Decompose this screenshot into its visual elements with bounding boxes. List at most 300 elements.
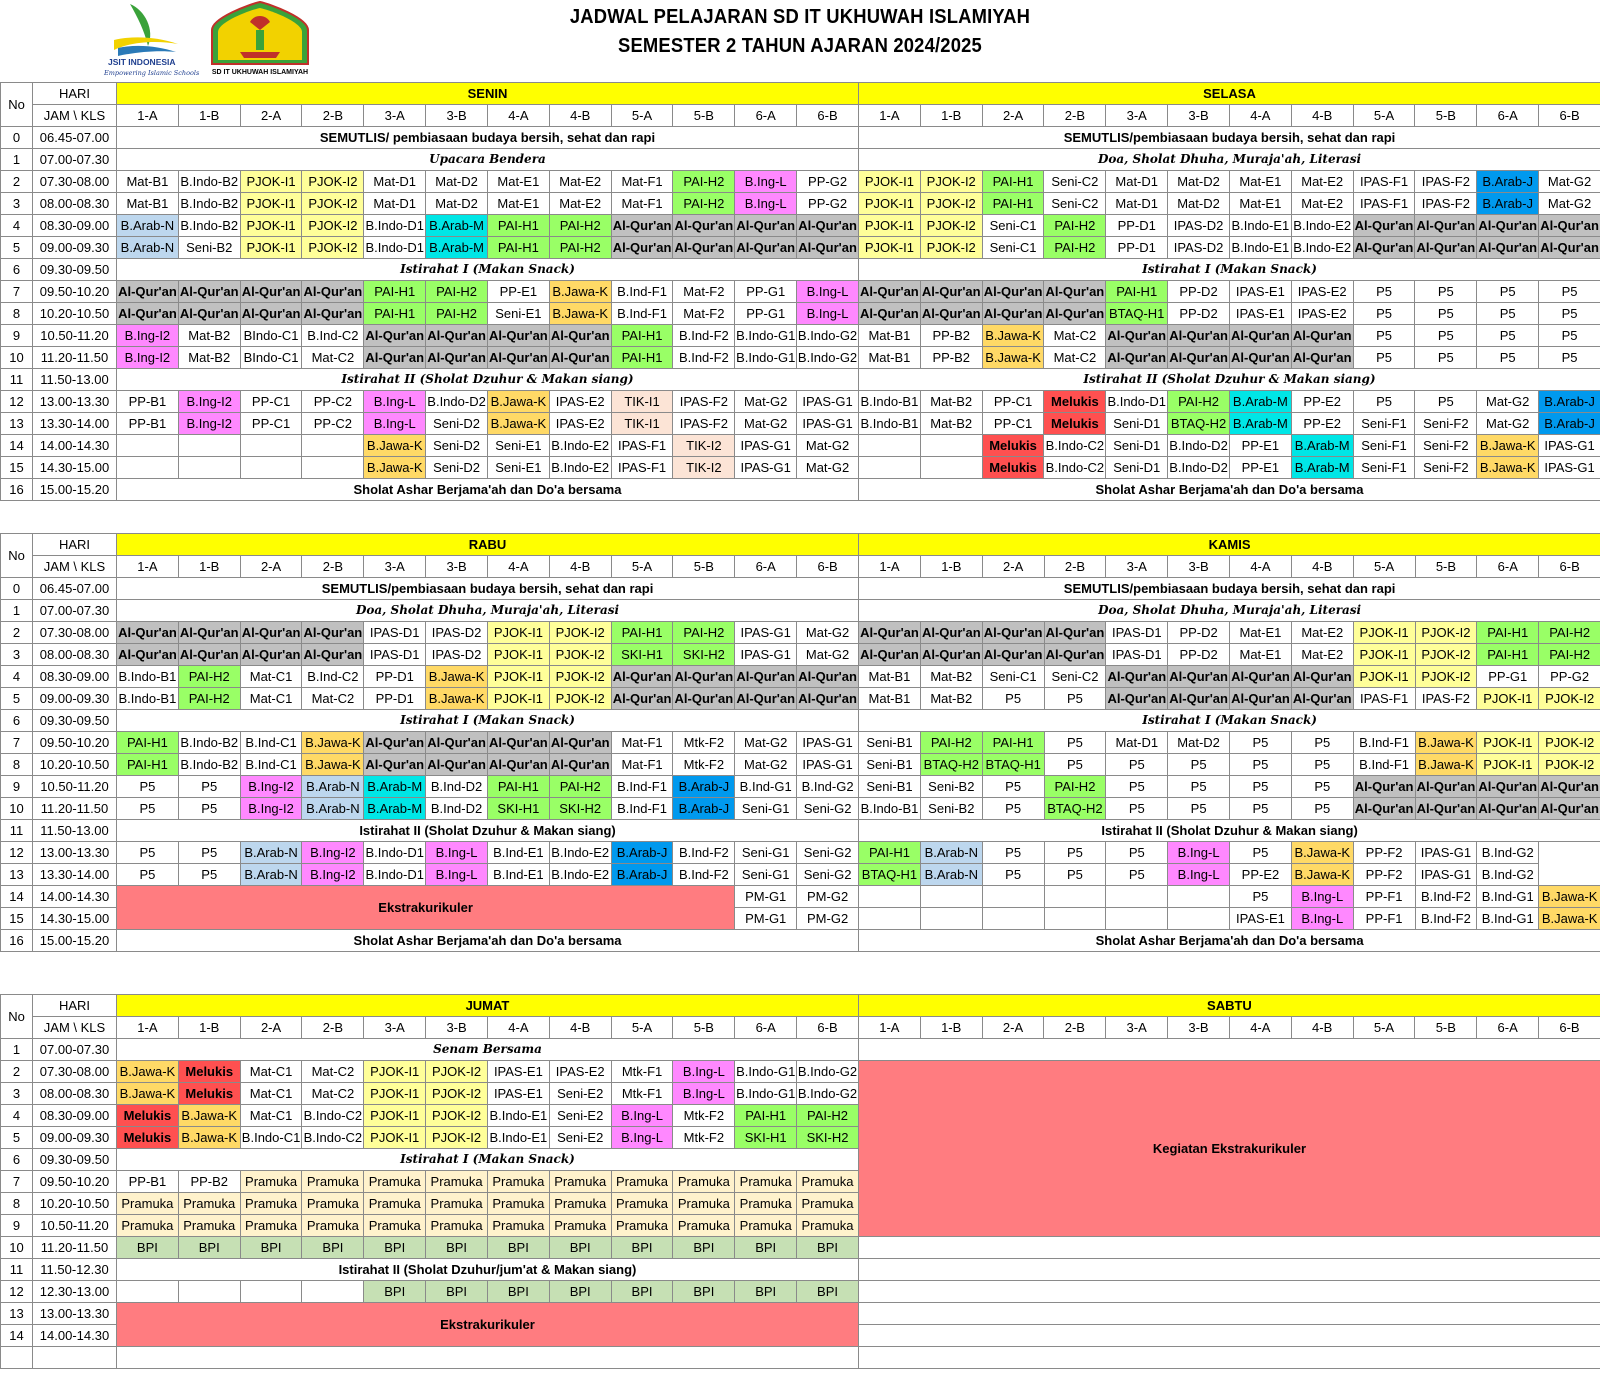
- schedule-cell: B.Ind-F2: [673, 325, 735, 347]
- schedule-cell: PJOK-I1: [858, 237, 920, 259]
- class-header: 4-B: [1291, 556, 1353, 578]
- schedule-cell: Seni-F1: [1353, 413, 1415, 435]
- schedule-cell: IPAS-G1: [1539, 457, 1600, 479]
- schedule-cell: B.Ing-I2: [240, 776, 302, 798]
- schedule-cell: Al-Qur'an: [920, 281, 982, 303]
- schedule-cell: P5: [1477, 303, 1539, 325]
- activity-row: Istirahat II (Sholat Dzuhur/jum'at & Makan siang): [117, 1259, 859, 1281]
- schedule-cell: PJOK-I1: [487, 644, 549, 666]
- schedule-cell: Al-Qur'an: [364, 732, 426, 754]
- class-header: 4-B: [1291, 1017, 1353, 1039]
- row-time: 09.50-10.20: [33, 1171, 117, 1193]
- row-no: 12: [1, 1281, 33, 1303]
- schedule-block-jumat: [0, 994, 1600, 1369]
- schedule-cell: P5: [1168, 776, 1230, 798]
- schedule-cell: Seni-B1: [859, 776, 921, 798]
- schedule-cell: BPI: [549, 1281, 611, 1303]
- schedule-cell: Pramuka: [117, 1215, 179, 1237]
- row-no: 1: [1, 1039, 33, 1061]
- blank-row: [117, 1347, 859, 1369]
- schedule-cell: Mat-C2: [302, 1083, 364, 1105]
- class-header: 5-A: [1353, 105, 1415, 127]
- schedule-cell: PAI-H2: [673, 171, 735, 193]
- schedule-cell: [859, 886, 921, 908]
- class-header: 2-A: [240, 1017, 302, 1039]
- schedule-cell: Seni-E1: [487, 457, 549, 479]
- class-header: 5-B: [673, 556, 735, 578]
- schedule-cell: B.Indo-E2: [549, 435, 611, 457]
- schedule-cell: Al-Qur'an: [1106, 666, 1168, 688]
- schedule-cell: Al-Qur'an: [1477, 776, 1539, 798]
- class-header: 6-B: [797, 105, 859, 127]
- class-header: 4-A: [487, 1017, 549, 1039]
- schedule-cell: PJOK-I1: [240, 193, 302, 215]
- schedule-cell: PJOK-I1: [858, 215, 920, 237]
- schedule-cell: Al-Qur'an: [797, 688, 859, 710]
- schedule-cell: Al-Qur'an: [1539, 798, 1600, 820]
- schedule-cell: B.Arab-N: [302, 798, 364, 820]
- schedule-cell: Al-Qur'an: [1353, 798, 1415, 820]
- schedule-cell: B.Indo-B2: [178, 754, 240, 776]
- schedule-cell: Pramuka: [178, 1193, 240, 1215]
- schedule-cell: B.Ing-L: [611, 1127, 673, 1149]
- row-time: 13.00-13.30: [33, 842, 117, 864]
- row-time: 10.50-11.20: [33, 325, 117, 347]
- class-header: 6-A: [1477, 556, 1539, 578]
- schedule-cell: B.Ing-L: [673, 1083, 735, 1105]
- schedule-cell: Al-Qur'an: [1106, 347, 1168, 369]
- schedule-cell: B.Arab-N: [920, 842, 982, 864]
- schedule-cell: BTAQ-H1: [982, 754, 1044, 776]
- row-no: [1, 1347, 33, 1369]
- activity-row: Istirahat II (Sholat Dzuhur & Makan siang): [117, 369, 859, 391]
- schedule-cell: B.Indo-E2: [1291, 237, 1353, 259]
- schedule-cell: PAI-H1: [487, 237, 549, 259]
- row-no: 2: [1, 171, 33, 193]
- schedule-cell: Al-Qur'an: [426, 325, 488, 347]
- class-header: 4-B: [1291, 105, 1353, 127]
- schedule-cell: B.Arab-M: [364, 776, 426, 798]
- schedule-cell: PJOK-I1: [364, 1105, 426, 1127]
- class-header: 4-A: [487, 105, 549, 127]
- schedule-cell: Al-Qur'an: [117, 303, 179, 325]
- row-no: 7: [1, 1171, 33, 1193]
- schedule-cell: [178, 1281, 240, 1303]
- row-no: 0: [1, 578, 33, 600]
- svg-text:Empowering Islamic Schools: Empowering Islamic Schools: [104, 69, 200, 77]
- row-no: 5: [1, 237, 33, 259]
- schedule-cell: B.Arab-M: [1229, 413, 1291, 435]
- schedule-cell: B.Jawa-K: [426, 666, 488, 688]
- schedule-cell: Al-Qur'an: [982, 281, 1044, 303]
- schedule-cell: PAI-H1: [364, 281, 426, 303]
- schedule-cell: IPAS-D1: [364, 644, 426, 666]
- schedule-cell: Mat-G2: [735, 413, 797, 435]
- schedule-cell: B.Indo-G1: [735, 347, 797, 369]
- schedule-cell: Mat-C1: [240, 666, 302, 688]
- schedule-cell: Mat-E1: [1230, 644, 1292, 666]
- table-row: [1, 193, 1600, 215]
- table-row: [1, 600, 1600, 622]
- schedule-cell: Pramuka: [611, 1171, 673, 1193]
- schedule-cell: B.Jawa-K: [426, 688, 488, 710]
- schedule-cell: B.Arab-J: [611, 842, 673, 864]
- schedule-cell: B.Ing-L: [1168, 842, 1230, 864]
- schedule-cell: Pramuka: [673, 1171, 735, 1193]
- schedule-cell: B.Ing-L: [426, 864, 488, 886]
- schedule-cell: PP-E1: [1229, 457, 1291, 479]
- schedule-cell: [858, 435, 920, 457]
- schedule-cell: Mat-B1: [117, 193, 179, 215]
- schedule-cell: Seni-D2: [426, 457, 488, 479]
- schedule-cell: PP-D1: [1106, 215, 1168, 237]
- schedule-cell: P5: [117, 842, 179, 864]
- schedule-cell: IPAS-D1: [1106, 644, 1168, 666]
- schedule-cell: Seni-B2: [920, 776, 982, 798]
- table-row: [1, 1061, 1600, 1083]
- schedule-cell: B.Jawa-K: [1291, 842, 1353, 864]
- class-header: 5-B: [673, 1017, 735, 1039]
- schedule-cell: PJOK-I1: [1477, 688, 1539, 710]
- schedule-cell: PP-D1: [1106, 237, 1168, 259]
- schedule-cell: BPI: [549, 1237, 611, 1259]
- schedule-cell: P5: [1106, 842, 1168, 864]
- row-time: 10.20-10.50: [33, 303, 117, 325]
- schedule-cell: Al-Qur'an: [859, 644, 921, 666]
- table-row: [1, 578, 1600, 600]
- class-header: 1-A: [117, 1017, 179, 1039]
- schedule-cell: BPI: [302, 1237, 364, 1259]
- row-time: 08.30-09.00: [33, 1105, 117, 1127]
- schedule-cell: B.Ing-I2: [117, 347, 179, 369]
- schedule-cell: Al-Qur'an: [302, 622, 364, 644]
- schedule-cell: BPI: [611, 1281, 673, 1303]
- table-row: [1, 127, 1600, 149]
- schedule-cell: B.Indo-G2: [797, 1061, 859, 1083]
- page-subtitle: SEMESTER 2 TAHUN AJARAN 2024/2025: [618, 35, 982, 57]
- jsit-logo-icon: [100, 0, 330, 80]
- table-row: [1, 930, 1600, 952]
- class-header: 2-B: [1044, 1017, 1106, 1039]
- schedule-cell: B.Arab-N: [920, 864, 982, 886]
- schedule-cell: Al-Qur'an: [1106, 325, 1168, 347]
- schedule-cell: Al-Qur'an: [117, 644, 179, 666]
- class-header: 2-A: [982, 105, 1044, 127]
- row-time: 14.30-15.00: [33, 908, 117, 930]
- schedule-cell: PP-E2: [1291, 413, 1353, 435]
- class-header: 5-A: [611, 556, 673, 578]
- schedule-cell: P5: [1539, 303, 1600, 325]
- schedule-cell: PAI-H2: [673, 622, 735, 644]
- table-row: [1, 259, 1600, 281]
- schedule-cell: B.Indo-C1: [240, 1127, 302, 1149]
- activity-row: Sholat Ashar Berjama'ah dan Do'a bersama: [117, 479, 859, 501]
- schedule-cell: Al-Qur'an: [1353, 776, 1415, 798]
- schedule-cell: Al-Qur'an: [1168, 325, 1230, 347]
- schedule-cell: Mat-F1: [611, 732, 673, 754]
- schedule-cell: Pramuka: [426, 1215, 488, 1237]
- schedule-cell: Al-Qur'an: [797, 666, 859, 688]
- schedule-cell: Melukis: [178, 1061, 240, 1083]
- schedule-cell: Seni-G2: [797, 864, 859, 886]
- schedule-cell: Mat-D2: [1168, 193, 1230, 215]
- schedule-cell: Mat-B2: [178, 325, 240, 347]
- schedule-cell: B.Jawa-K: [117, 1083, 179, 1105]
- schedule-cell: PP-C1: [240, 413, 302, 435]
- table-row: [1, 622, 1600, 644]
- schedule-cell: Mtk-F2: [673, 754, 735, 776]
- schedule-cell: B.Indo-B1: [117, 688, 179, 710]
- schedule-cell: PJOK-I1: [487, 666, 549, 688]
- schedule-cell: Mtk-F1: [611, 1083, 673, 1105]
- schedule-cell: B.Arab-M: [1291, 435, 1353, 457]
- schedule-cell: B.Ind-G1: [735, 776, 797, 798]
- hari-header: HARI: [33, 83, 117, 105]
- class-header: 4-A: [1230, 556, 1292, 578]
- schedule-cell: SKI-H2: [673, 644, 735, 666]
- schedule-cell: [240, 1281, 302, 1303]
- sabtu-blank: [858, 1039, 1600, 1061]
- class-header: 5-A: [1353, 1017, 1415, 1039]
- day-header-selasa: SELASA: [858, 83, 1600, 105]
- schedule-cell: Mat-G2: [1539, 171, 1600, 193]
- schedule-cell: P5: [1230, 886, 1292, 908]
- schedule-cell: [302, 457, 364, 479]
- activity-row: Doa, Sholat Dhuha, Muraja'ah, Literasi: [859, 600, 1600, 622]
- schedule-cell: Seni-D2: [426, 435, 488, 457]
- schedule-cell: PM-G2: [797, 886, 859, 908]
- schedule-cell: PAI-H2: [1044, 237, 1106, 259]
- day-header-sabtu: SABTU: [858, 995, 1600, 1017]
- row-time: [33, 1347, 117, 1369]
- schedule-cell: Mat-F1: [611, 193, 673, 215]
- schedule-cell: PJOK-I1: [240, 171, 302, 193]
- schedule-cell: PAI-H2: [797, 1105, 859, 1127]
- schedule-cell: Mtk-F2: [673, 1127, 735, 1149]
- schedule-cell: Mtk-F2: [673, 1105, 735, 1127]
- schedule-cell: Mat-E1: [487, 171, 549, 193]
- schedule-cell: Mat-D2: [426, 171, 488, 193]
- schedule-cell: PAI-H1: [487, 776, 549, 798]
- schedule-cell: IPAS-F1: [1353, 688, 1415, 710]
- schedule-cell: Al-Qur'an: [1415, 215, 1477, 237]
- schedule-cell: Mat-G2: [1477, 391, 1539, 413]
- schedule-cell: IPAS-E1: [487, 1083, 549, 1105]
- schedule-cell: B.Ind-G2: [1477, 864, 1539, 886]
- schedule-cell: Al-Qur'an: [549, 325, 611, 347]
- schedule-cell: PP-D1: [364, 666, 426, 688]
- table-row: [1, 842, 1600, 864]
- schedule-cell: PJOK-I1: [364, 1061, 426, 1083]
- schedule-cell: B.Indo-B2: [178, 215, 240, 237]
- schedule-cell: B.Indo-C2: [1044, 435, 1106, 457]
- schedule-cell: P5: [1415, 391, 1477, 413]
- schedule-cell: P5: [1168, 754, 1230, 776]
- class-header: 3-A: [1106, 105, 1168, 127]
- schedule-cell: Mat-F1: [611, 754, 673, 776]
- schedule-cell: IPAS-D2: [426, 644, 488, 666]
- schedule-cell: PP-C1: [240, 391, 302, 413]
- class-header: 2-A: [240, 105, 302, 127]
- schedule-cell: P5: [982, 842, 1044, 864]
- schedule-cell: Al-Qur'an: [302, 303, 364, 325]
- schedule-cell: IPAS-F1: [1353, 171, 1415, 193]
- schedule-cell: B.Indo-G1: [735, 325, 797, 347]
- schedule-cell: PAI-H2: [549, 215, 611, 237]
- schedule-cell: B.Ind-G1: [1477, 908, 1539, 930]
- sabtu-blank: [858, 1347, 1600, 1369]
- schedule-cell: Mat-B2: [920, 688, 982, 710]
- schedule-cell: B.Jawa-K: [364, 457, 426, 479]
- schedule-cell: B.Jawa-K: [1291, 864, 1353, 886]
- schedule-cell: PAI-H2: [1539, 622, 1600, 644]
- row-no: 1: [1, 149, 33, 171]
- schedule-cell: P5: [1353, 347, 1415, 369]
- schedule-cell: B.Indo-E1: [1229, 237, 1291, 259]
- table-row: [1, 886, 1600, 908]
- class-header: 3-B: [426, 1017, 488, 1039]
- sabtu-blank: [858, 1281, 1600, 1303]
- schedule-cell: PJOK-I2: [549, 622, 611, 644]
- schedule-cell: Pramuka: [426, 1171, 488, 1193]
- schedule-cell: [302, 435, 364, 457]
- schedule-cell: Seni-F1: [1353, 457, 1415, 479]
- row-no: 11: [1, 369, 33, 391]
- ekstrakurikuler-block: Ekstrakurikuler: [117, 1303, 859, 1347]
- schedule-cell: B.Indo-D1: [364, 864, 426, 886]
- row-time: 11.20-11.50: [33, 1237, 117, 1259]
- schedule-cell: P5: [1044, 732, 1106, 754]
- schedule-cell: [920, 457, 982, 479]
- row-time: 13.30-14.00: [33, 864, 117, 886]
- hari-header: HARI: [33, 534, 117, 556]
- schedule-cell: TIK-I2: [673, 435, 735, 457]
- schedule-cell: B.Arab-N: [240, 842, 302, 864]
- row-time: 06.45-07.00: [33, 578, 117, 600]
- schedule-cell: B.Arab-N: [240, 864, 302, 886]
- class-header: 1-B: [178, 556, 240, 578]
- schedule-cell: B.Ind-F1: [611, 776, 673, 798]
- day-header-senin: SENIN: [117, 83, 859, 105]
- class-header: 1-A: [859, 556, 921, 578]
- schedule-cell: Mat-B2: [920, 666, 982, 688]
- class-header: 5-B: [673, 105, 735, 127]
- row-time: 10.20-10.50: [33, 1193, 117, 1215]
- schedule-cell: P5: [982, 776, 1044, 798]
- schedule-cell: PJOK-I1: [240, 237, 302, 259]
- schedule-cell: [1106, 908, 1168, 930]
- schedule-cell: P5: [1291, 798, 1353, 820]
- class-header: 3-A: [364, 556, 426, 578]
- row-no: 2: [1, 622, 33, 644]
- table-row: [1, 171, 1600, 193]
- sabtu-ekstrakurikuler: Kegiatan Ekstrakurikuler: [858, 1061, 1600, 1237]
- schedule-cell: Al-Qur'an: [1230, 666, 1292, 688]
- schedule-cell: PJOK-I2: [920, 215, 982, 237]
- schedule-cell: PJOK-I1: [858, 193, 920, 215]
- schedule-block-senin: [0, 82, 1600, 501]
- schedule-cell: PAI-H1: [1477, 644, 1539, 666]
- row-time: 10.50-11.20: [33, 776, 117, 798]
- schedule-cell: B.Ind-F2: [673, 347, 735, 369]
- schedule-cell: Al-Qur'an: [611, 666, 673, 688]
- schedule-cell: Al-Qur'an: [117, 281, 179, 303]
- schedule-cell: Mat-E1: [487, 193, 549, 215]
- schedule-cell: Pramuka: [426, 1193, 488, 1215]
- row-no: 16: [1, 479, 33, 501]
- schedule-cell: Seni-D1: [1106, 457, 1168, 479]
- schedule-cell: B.Indo-D2: [1168, 457, 1230, 479]
- schedule-cell: Pramuka: [797, 1215, 859, 1237]
- schedule-cell: B.Jawa-K: [549, 303, 611, 325]
- schedule-cell: B.Ing-I2: [178, 391, 240, 413]
- sabtu-blank: [858, 1325, 1600, 1347]
- schedule-cell: SKI-H1: [611, 644, 673, 666]
- activity-row: Sholat Ashar Berjama'ah dan Do'a bersama: [859, 930, 1600, 952]
- schedule-cell: IPAS-G1: [735, 435, 797, 457]
- schedule-cell: SKI-H2: [549, 798, 611, 820]
- schedule-cell: B.Ing-L: [364, 391, 426, 413]
- schedule-cell: Al-Qur'an: [735, 237, 797, 259]
- schedule-cell: PAI-H1: [117, 754, 179, 776]
- schedule-cell: Mat-B1: [859, 688, 921, 710]
- schedule-cell: B.Ing-L: [1168, 864, 1230, 886]
- schedule-cell: Al-Qur'an: [797, 215, 859, 237]
- schedule-cell: Al-Qur'an: [178, 644, 240, 666]
- schedule-cell: Seni-C1: [982, 666, 1044, 688]
- schedule-cell: PAI-H2: [178, 666, 240, 688]
- row-no: 8: [1, 1193, 33, 1215]
- schedule-cell: B.Arab-M: [426, 237, 488, 259]
- schedule-cell: Al-Qur'an: [1291, 325, 1353, 347]
- schedule-cell: B.Arab-J: [673, 776, 735, 798]
- jam-kls-header: JAM \ KLS: [33, 105, 117, 127]
- schedule-cell: B.Arab-J: [1477, 171, 1539, 193]
- schedule-cell: PJOK-I2: [302, 215, 364, 237]
- schedule-cell: B.Ing-I2: [302, 864, 364, 886]
- class-header: 4-A: [1229, 105, 1291, 127]
- schedule-cell: B.Jawa-K: [982, 325, 1044, 347]
- schedule-cell: Seni-G1: [735, 798, 797, 820]
- schedule-cell: PP-C1: [982, 391, 1044, 413]
- schedule-cell: B.Ind-G1: [1477, 886, 1539, 908]
- schedule-cell: P5: [1477, 281, 1539, 303]
- schedule-cell: BPI: [735, 1281, 797, 1303]
- schedule-cell: PJOK-I2: [549, 666, 611, 688]
- class-header: 2-B: [1044, 105, 1106, 127]
- class-header: 6-A: [735, 105, 797, 127]
- schedule-cell: PP-G1: [735, 303, 797, 325]
- schedule-cell: IPAS-G1: [797, 391, 859, 413]
- class-header: 6-B: [797, 1017, 859, 1039]
- schedule-cell: Seni-E2: [549, 1105, 611, 1127]
- schedule-cell: PAI-H1: [611, 347, 673, 369]
- table-row: [1, 479, 1600, 501]
- schedule-cell: SKI-H1: [735, 1127, 797, 1149]
- schedule-cell: PJOK-I2: [1415, 622, 1477, 644]
- schedule-cell: B.Indo-E2: [549, 842, 611, 864]
- schedule-cell: P5: [1168, 798, 1230, 820]
- schedule-block-rabu: [0, 533, 1600, 952]
- schedule-cell: Mat-D2: [1168, 732, 1230, 754]
- schedule-cell: PJOK-I2: [549, 688, 611, 710]
- schedule-cell: [1106, 886, 1168, 908]
- schedule-cell: IPAS-G1: [735, 457, 797, 479]
- schedule-cell: Seni-D2: [426, 413, 488, 435]
- schedule-cell: B.Indo-D2: [426, 391, 488, 413]
- class-header: 6-B: [1539, 1017, 1600, 1039]
- schedule-cell: Al-Qur'an: [1415, 798, 1477, 820]
